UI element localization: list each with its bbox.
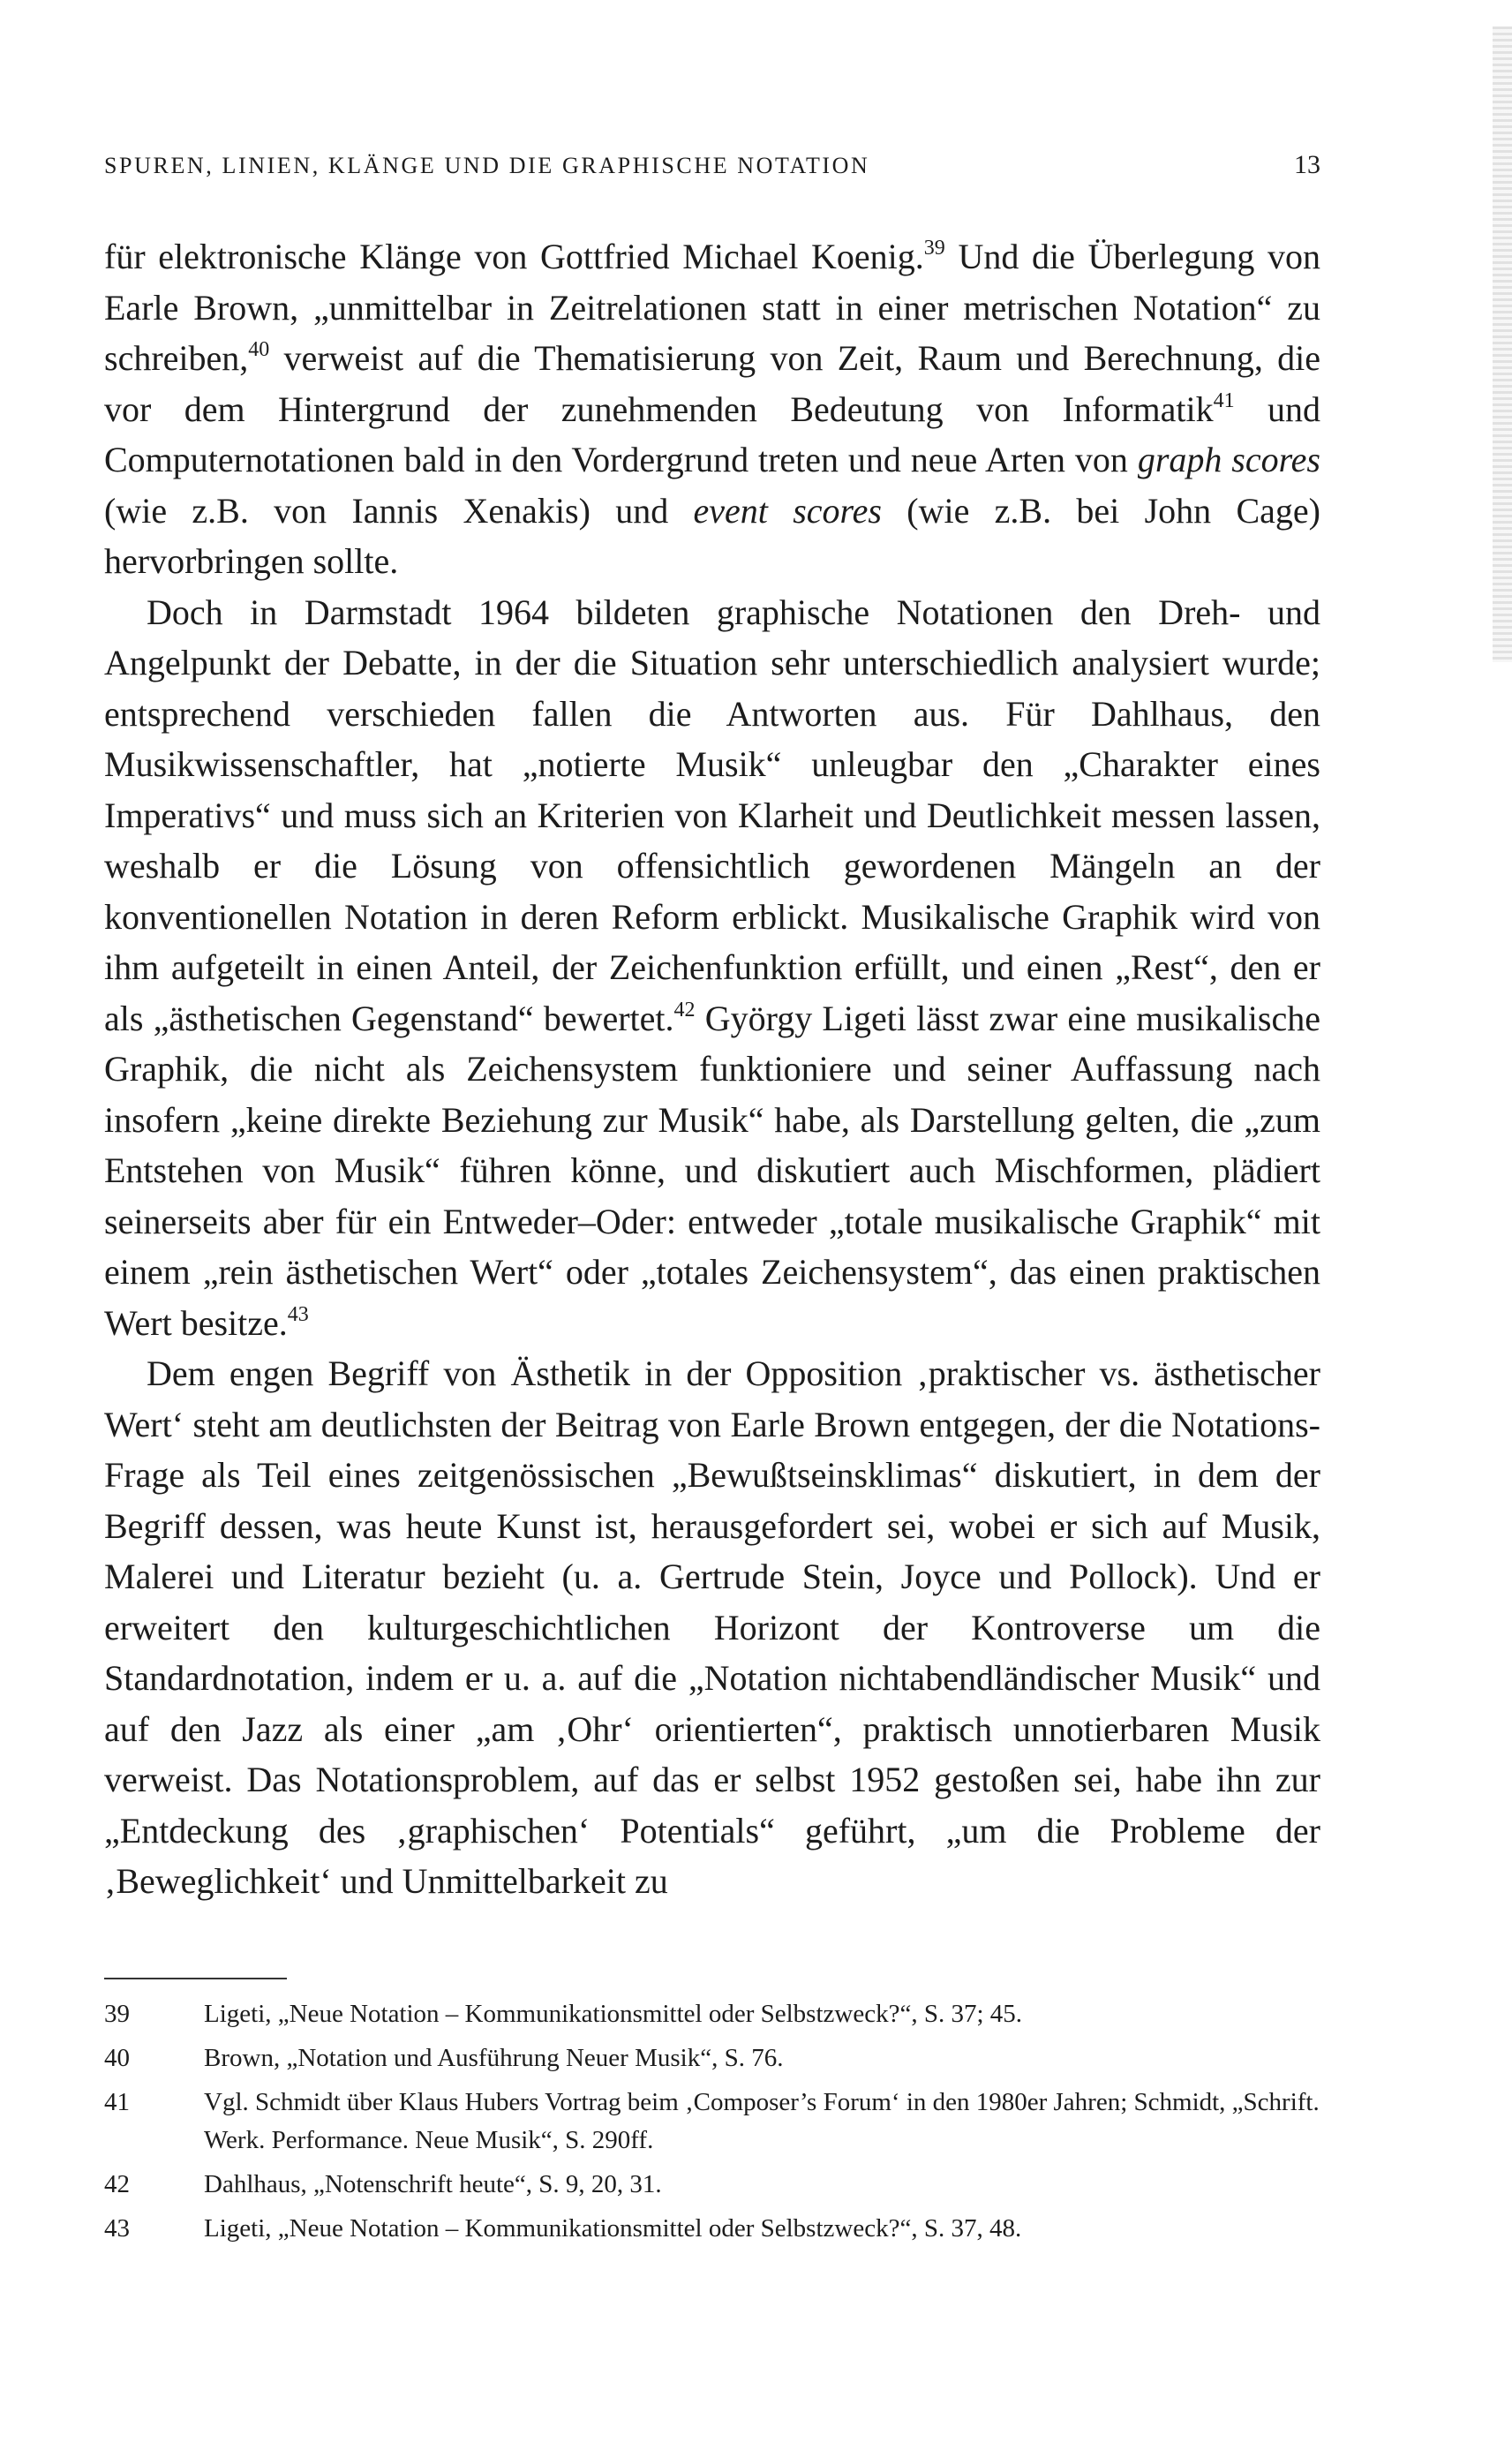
footnote-number: 43	[104, 2214, 130, 2243]
page-number: 13	[1294, 150, 1320, 179]
paragraph	[104, 231, 1320, 587]
footnote-ref: 39	[923, 237, 945, 260]
italic-term: event scores	[693, 490, 882, 531]
footnote-text: Ligeti, „Neue Notation – Kommunikationsmittel oder Selbstzweck?“, S. 37, 48.	[204, 2214, 1022, 2243]
footnote-ref: 42	[673, 998, 696, 1021]
paragraph	[104, 587, 1320, 1349]
running-head	[104, 150, 1320, 180]
footnote-number: 41	[104, 2088, 130, 2116]
footnote	[104, 2039, 1320, 2077]
text-run: Und die Überlegung von Earle Brown, „unmittelbar in Zeitrelationen statt in einer metrischen Notation“ zu schreiben,	[104, 237, 1320, 378]
footnote-text: Ligeti, „Neue Notation – Kommunikationsmittel oder Selbstzweck?“, S. 37; 45.	[204, 2000, 1023, 2028]
footnote-number: 40	[104, 2044, 130, 2072]
text-run: verweist auf die Thematisierung von Zeit, Raum und Berechnung, die vor dem Hintergrund der zunehmenden Bedeutung von Informatik	[104, 338, 1320, 429]
text-run: Dem engen Begriff von Ästhetik in der Opposition ‚praktischer vs. ästhetischer Wert‘ steht am deutlichsten der Beitrag von Earle Brown entgegen, der die Notations-Frage als Teil eines zeitgenössischen „Bewußtseinsklimas“ diskutiert, in dem der Begriff dessen, was heute Kunst ist, herausgefordert sei, wobei er sich auf Musik, Malerei und Literatur bezieht (u. a. Gertrude Stein, Joyce und Pollock). Und er erweitert den kulturgeschichtlichen Horizont der Kontroverse um die Standardnotation, indem er u. a. auf die „Notation nichtabendländischer Musik“ und auf den Jazz als einer „am ‚Ohr‘ orientierten“, praktisch unnotierbaren Musik verweist. Das Notationsproblem, auf das er selbst 1952 gestoßen sei, habe ihn zur „Entdeckung des ‚graphischen‘ Potentials“ geführt, „um die Probleme der ‚Beweglichkeit‘ und Unmittelbarkeit zu	[104, 1353, 1320, 1901]
scan-edge-artifact	[1493, 26, 1512, 662]
footnote-text: Brown, „Notation und Ausführung Neuer Musik“, S. 76.	[204, 2044, 784, 2072]
footnote	[104, 1995, 1320, 2033]
text-run: Doch in Darmstadt 1964 bildeten graphische Notationen den Dreh- und Angelpunkt der Debatte, in der die Situation sehr unterschiedlich analysiert wurde; entsprechend verschieden fallen die Antworten aus. Für Dahlhaus, den Musikwissenschaftler, hat „notierte Musik“ unleugbar den „Charakter eines Imperativs“ und muss sich an Kriterien von Klarheit und Deutlichkeit messen lassen, weshalb er die Lösung von offensichtlich gewordenen Mängeln an der konventionellen Notation in deren Reform erblickt. Musikalische Graphik wird von ihm aufgeteilt in einen Anteil, der Zeichenfunktion erfüllt, und einen „Rest“, den er als „ästhetischen Gegenstand“ bewertet.	[104, 592, 1320, 1038]
footnote-ref: 43	[287, 1302, 309, 1326]
footnote-number: 39	[104, 2000, 130, 2028]
footnote-ref: 41	[1213, 388, 1235, 412]
footnote-separator	[104, 1978, 287, 1979]
italic-term: graph scores	[1137, 440, 1320, 479]
footnote-ref: 40	[248, 338, 270, 361]
body-text	[104, 231, 1320, 1907]
text-run: (wie z.B. bei John Cage) hervorbringen sollte.	[104, 490, 1320, 581]
footnote	[104, 2210, 1320, 2248]
footnote	[104, 2084, 1320, 2160]
footnote-number: 42	[104, 2170, 130, 2198]
footnote-text: Dahlhaus, „Notenschrift heute“, S. 9, 20, 31.	[204, 2170, 662, 2198]
text-run: für elektronische Klänge von Gottfried Michael Koenig.	[104, 237, 924, 276]
footnote	[104, 2166, 1320, 2204]
text-run: und Computernotationen bald in den Vordergrund treten und neue Arten von	[104, 388, 1321, 479]
footnote-text: Vgl. Schmidt über Klaus Hubers Vortrag beim ‚Composer’s Forum‘ in den 1980er Jahren; Schmidt, „Schrift. Werk. Performance. Neue Musik“, S. 290ff.	[204, 2088, 1320, 2154]
footnotes	[104, 1995, 1320, 2254]
text-run: György Ligeti lässt zwar eine musikalische Graphik, die nicht als Zeichensystem funktioniere und seiner Auffassung nach insofern „keine direkte Beziehung zur Musik“ habe, als Darstellung gelten, die „zum Entstehen von Musik“ führen könne, und diskutiert auch Mischformen, plädiert seinerseits aber für ein Entweder–Oder: entweder „totale musikalische Graphik“ mit einem „rein ästhetischen Wert“ oder „totales Zeichensystem“, das einen praktischen Wert besitze.	[104, 998, 1320, 1343]
running-title: SPUREN, LINIEN, KLÄNGE UND DIE GRAPHISCHE NOTATION	[104, 153, 870, 178]
text-run: (wie z.B. von Iannis Xenakis) und	[104, 490, 694, 531]
paragraph	[104, 1348, 1320, 1907]
